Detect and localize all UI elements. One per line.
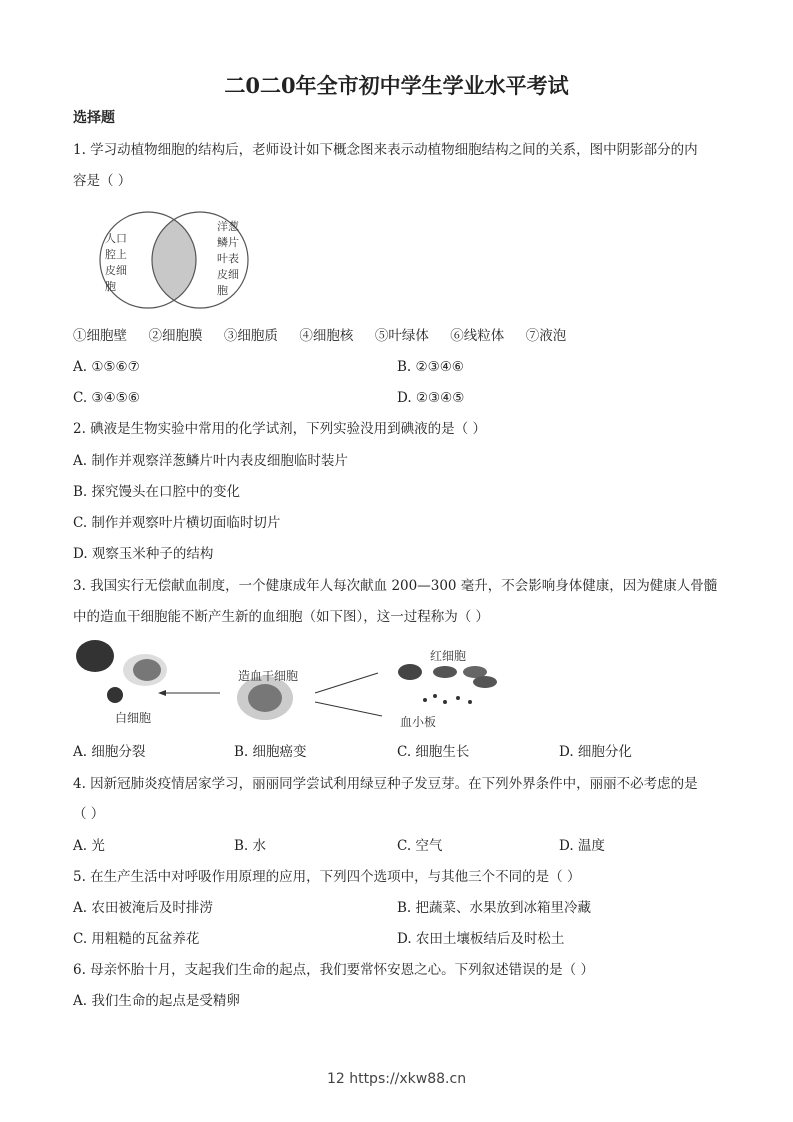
q2-option-b: B. 探究馒头在口腔中的变化 (73, 484, 241, 500)
stem-cell-label: 造血干细胞 (238, 669, 299, 683)
svg-text:胞: 胞 (217, 284, 228, 297)
q4-option-b: B. 水 (234, 838, 267, 854)
svg-text:胞: 胞 (105, 280, 116, 293)
blood-cell-figure (60, 630, 510, 730)
q5-option-b: B. 把蔬菜、水果放到冰箱里冷藏 (397, 900, 592, 916)
q5-option-d: D. 农田土壤板结后及时松土 (397, 931, 565, 947)
svg-text:皮细: 皮细 (105, 264, 127, 277)
venn-left-label (105, 232, 127, 293)
q4-stem-line2: （ ） (73, 806, 105, 822)
q3-stem-line1: 3. 我国实行无偿献血制度，一个健康成年人每次献血 200—300 毫升，不会影响身体健康，因为健康人骨髓 (73, 578, 718, 594)
q1-option-c: C. ③④⑤⑥ (73, 390, 140, 406)
svg-text:腔上: 腔上 (105, 248, 127, 261)
q2-option-d: D. 观察玉米种子的结构 (73, 546, 214, 562)
q2-stem: 2. 碘液是生物实验中常用的化学试剂，下列实验没用到碘液的是（ ） (73, 421, 486, 437)
svg-text:鳞片: 鳞片 (217, 236, 239, 249)
q1-option-b: B. ②③④⑥ (397, 359, 464, 375)
page-footer: 12 https://xkw88.cn (326, 1071, 467, 1087)
q1-items: ①细胞壁 ②细胞膜 ③细胞质 ④细胞核 ⑤叶绿体 ⑥线粒体 ⑦液泡 (73, 328, 567, 344)
q6-stem: 6. 母亲怀胎十月，支起我们生命的起点，我们要常怀安恩之心。下列叙述错误的是（ ） (73, 962, 594, 978)
q2-option-a: A. 制作并观察洋葱鳞片叶内表皮细胞临时装片 (73, 453, 348, 469)
red-cell-label: 红细胞 (430, 649, 467, 663)
q4-option-d: D. 温度 (559, 838, 605, 854)
page-title: 二0二0年全市初中学生学业水平考试 (224, 73, 569, 98)
svg-text:叶表: 叶表 (217, 252, 239, 265)
white-cell-label: 白细胞 (115, 711, 152, 725)
section-heading: 选择题 (73, 110, 115, 126)
svg-text:洋葱: 洋葱 (217, 220, 239, 233)
platelet-label: 血小板 (400, 715, 437, 729)
q3-option-c: C. 细胞生长 (397, 744, 470, 760)
svg-text:人口: 人口 (105, 232, 127, 245)
q4-option-c: C. 空气 (397, 838, 443, 854)
venn-diagram (80, 210, 260, 310)
q6-option-a: A. 我们生命的起点是受精卵 (73, 993, 240, 1009)
q3-stem-line2: 中的造血干细胞能不断产生新的血细胞（如下图），这一过程称为（ ） (73, 609, 490, 625)
q1-stem-line1: 1. 学习动植物细胞的结构后，老师设计如下概念图来表示动植物细胞结构之间的关系，图中阴影部分的内 (73, 142, 698, 158)
q3-option-a: A. 细胞分裂 (73, 744, 146, 760)
svg-text:皮细: 皮细 (217, 268, 239, 281)
q3-option-d: D. 细胞分化 (559, 744, 632, 760)
q1-option-a: A. ①⑤⑥⑦ (73, 359, 140, 375)
q5-stem: 5. 在生产生活中对呼吸作用原理的应用，下列四个选项中，与其他三个不同的是（ ） (73, 869, 581, 885)
q5-option-a: A. 农田被淹后及时排涝 (73, 900, 213, 916)
q3-option-b: B. 细胞癌变 (234, 744, 307, 760)
q4-stem-line1: 4. 因新冠肺炎疫情居家学习，丽丽同学尝试利用绿豆种子发豆芽。在下列外界条件中，丽丽不必考虑的是 (73, 776, 698, 792)
venn-right-label (217, 219, 240, 297)
q1-stem-line2: 容是（ ） (73, 173, 132, 189)
q4-option-a: A. 光 (73, 838, 105, 854)
q2-option-c: C. 制作并观察叶片横切面临时切片 (73, 515, 281, 531)
q1-option-d: D. ②③④⑤ (397, 390, 465, 406)
q5-option-c: C. 用粗糙的瓦盆养花 (73, 931, 200, 947)
